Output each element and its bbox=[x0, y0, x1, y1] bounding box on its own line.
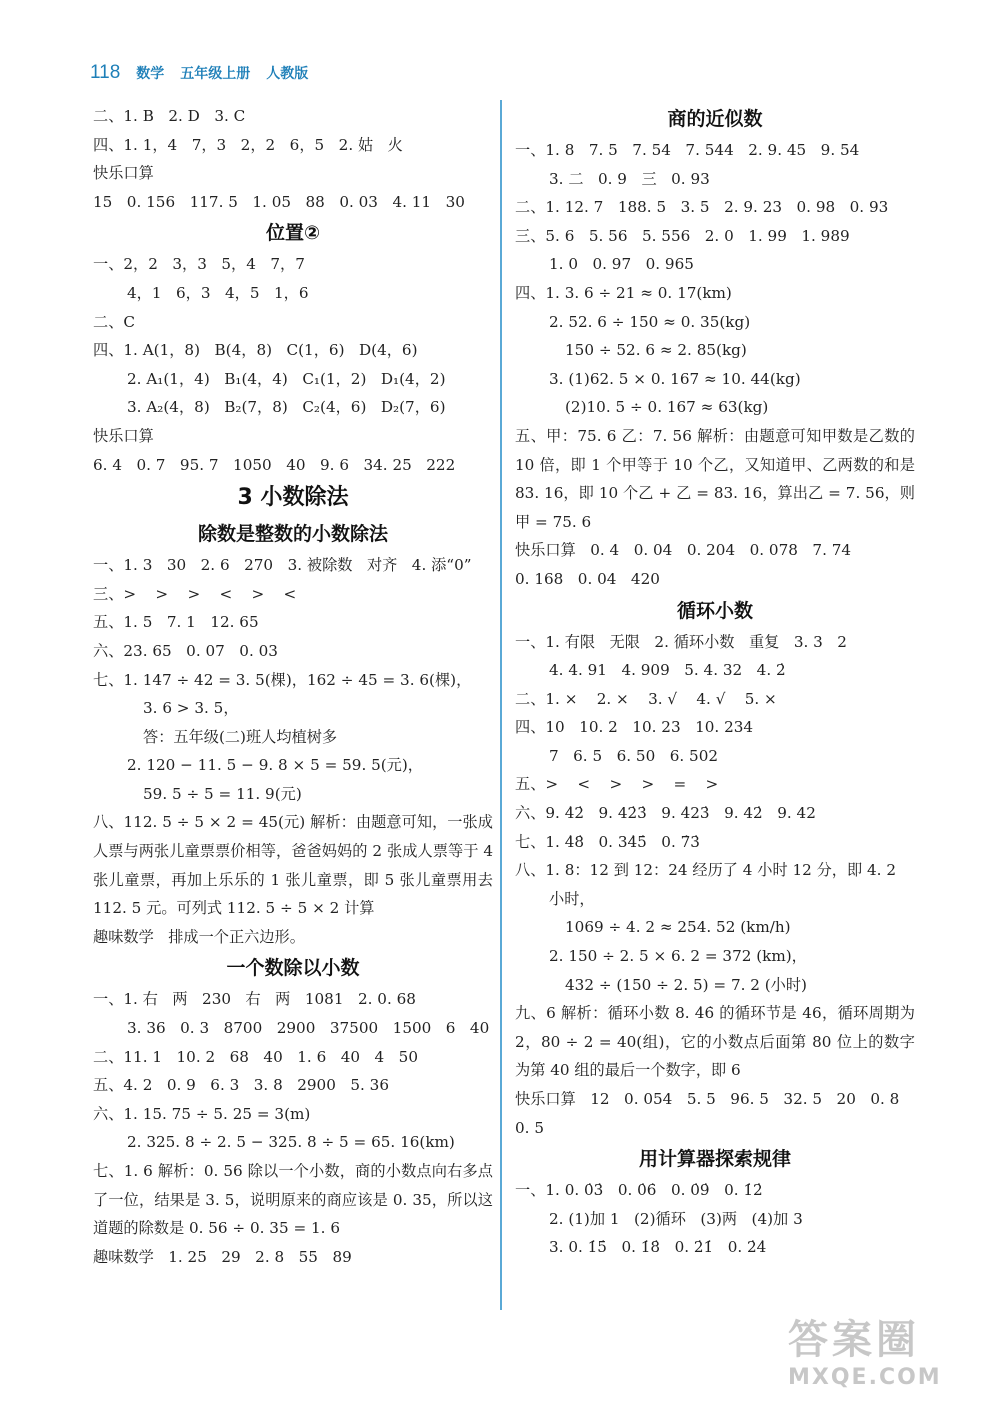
answer-line: 4. 4. 91 4. 909 5. 4. 32 4. 2̇ bbox=[549, 661, 786, 680]
answer-line: 2. 52. 6 ÷ 150 ≈ 0. 35(kg) bbox=[549, 312, 751, 331]
header-edition: 人教版 bbox=[266, 66, 309, 82]
answer-line: 2. 120 − 11. 5 − 9. 8 × 5 = 59. 5(元)， bbox=[127, 756, 423, 775]
answer-line: 四、1. A(1，8) B(4，8) C(1，6) D(4，6) bbox=[93, 341, 418, 360]
answer-line: 一、1. 右 两 230 右 两 1081 2. 0. 68 bbox=[93, 990, 416, 1009]
answer-line: 四、1. 1，4 7，3 2，2 6，5 2. 姑 火 bbox=[93, 135, 403, 154]
header-grade: 五年级上册 bbox=[180, 66, 251, 82]
answer-line: 二、11. 1 10. 2 68 40 1. 6 40 4 50 bbox=[93, 1047, 418, 1066]
answer-line: 二、C bbox=[93, 312, 135, 331]
watermark-top: 答案圈 bbox=[788, 1317, 920, 1363]
section-title: 循环小数 bbox=[676, 599, 753, 622]
answer-line: 四、1. 3. 6 ÷ 21 ≈ 0. 17(km) bbox=[515, 283, 732, 302]
section-title: 位置② bbox=[265, 222, 321, 245]
answer-line: 六、23. 65 0. 07 0. 03 bbox=[93, 641, 278, 660]
answer-line: 3. 0. 1̇5̇ 0. 1̇8̇ 0. 2̇1̇ 0. 2̇4̇ bbox=[549, 1238, 767, 1257]
answer-line: 三、5. 6 5. 56 5. 556 2. 0 1. 99 1. 989 bbox=[515, 226, 850, 245]
answer-line: 3. 二 0. 9 三 0. 93 bbox=[549, 169, 710, 188]
section-title: 除数是整数的小数除法 bbox=[197, 523, 388, 546]
answer-line: 答：五年级(二)班人均植树多 bbox=[143, 727, 338, 746]
answer-line: 四、10 10. 2 10. 23 10. 234 bbox=[515, 718, 754, 737]
answer-line: 3. (1)62. 5 × 0. 167 ≈ 10. 44(kg) bbox=[549, 369, 801, 388]
answer-line: 快乐口算 0. 4 0. 04 0. 204 0. 078 7. 74 bbox=[515, 541, 852, 560]
answer-paragraph: 七、1. 6 解析：0. 56 除以一个小数，商的小数点向右多点了一位，结果是 3. 5，说明原来的商应该是 0. 35，所以这道题的除数是 0. 56 ÷ 0. 35 = 1. 6 bbox=[93, 1162, 493, 1238]
answer-paragraph: 九、6 解析：循环小数 8. 4̇6̇ 的循环节是 46，循环周期为 2，80 ÷ 2 = 40(组)，它的小数点后面第 80 位上的数字为第 40 组的最后一个数字，即 6 bbox=[515, 1004, 915, 1080]
answer-line: 3. 6 > 3. 5， bbox=[143, 699, 239, 718]
answer-line: 快乐口算 12 0. 054 5. 5 96. 5 32. 5 20 0. 8 bbox=[515, 1090, 900, 1108]
answer-line: 3. 36 0. 3 8700 2900 37500 1500 6 40 bbox=[127, 1019, 490, 1038]
answer-line: 八、1. 8：12 到 12：24 经历了 4 小时 12 分，即 4. 2 bbox=[515, 861, 896, 880]
answer-line: 2. 325. 8 ÷ 2. 5 − 325. 8 ÷ 5 = 65. 16(km) bbox=[127, 1133, 455, 1152]
answer-line: 趣味数学 1. 25 29 2. 8 55 89 bbox=[93, 1247, 352, 1266]
answer-line: 0. 5 bbox=[515, 1118, 544, 1137]
answer-paragraph: 八、112. 5 ÷ 5 × 2 = 45(元) 解析：由题意可知，一张成人票与两张儿童票票价相等，爸爸妈妈的 2 张成人票等于 4 张儿童票，再加上乐乐的 1 张儿童票，即 5 张儿童票用去 112. 5 元。可列式 112. 5 ÷ 5 × 2 计算 bbox=[93, 813, 493, 918]
answer-line: 一、2，2 3，3 5，4 7，7 bbox=[93, 255, 305, 274]
answer-line: 快乐口算 bbox=[93, 426, 154, 445]
header-subject: 数学 bbox=[136, 66, 165, 82]
answer-line: 2. 150 ÷ 2. 5 × 6. 2 = 372 (km)， bbox=[549, 947, 807, 966]
section-title: 用计算器探索规律 bbox=[638, 1148, 791, 1171]
answer-line: 一、1. 3 30 2. 6 270 3. 被除数 对齐 4. 添“0” bbox=[93, 556, 472, 575]
answer-line: 六、1. 15. 75 ÷ 5. 25 = 3(m) bbox=[93, 1104, 311, 1123]
answer-line: (2)10. 5 ÷ 0. 167 ≈ 63(kg) bbox=[565, 398, 769, 417]
answer-line: 趣味数学 排成一个正六边形。 bbox=[93, 927, 305, 946]
answer-line: 6. 4 0. 7 95. 7 1050 40 9. 6 34. 25 222 bbox=[93, 455, 456, 474]
page-number: 118 bbox=[90, 62, 121, 83]
column-divider bbox=[500, 100, 502, 1310]
answer-line: 一、1. 有限 无限 2. 循环小数 重复 3. 3 2 bbox=[515, 632, 847, 651]
answer-line: 1069 ÷ 4. 2 ≈ 254. 52 (km/h) bbox=[565, 918, 791, 937]
watermark-bottom: MXQE.COM bbox=[788, 1365, 942, 1390]
section-title: 商的近似数 bbox=[667, 108, 763, 130]
answer-line: 五、> < > > = > bbox=[515, 775, 719, 794]
answer-line: 快乐口算 bbox=[93, 164, 154, 183]
answer-line: 一、1. 0. 0̇3̇ 0. 0̇6̇ 0. 0̇9̇ 0. 1̇2̇ bbox=[515, 1181, 763, 1200]
answer-line: 七、1. 147 ÷ 42 = 3. 5(棵)，162 ÷ 45 = 3. 6(棵)， bbox=[93, 670, 472, 689]
answer-line: 五、1. 5 7. 1 12. 65 bbox=[93, 613, 259, 632]
answer-line: 7 6. 5 6. 50 6. 502 bbox=[549, 746, 719, 765]
answer-line: 150 ÷ 52. 6 ≈ 2. 85(kg) bbox=[565, 341, 747, 360]
answer-line: 二、1. B 2. D 3. C bbox=[93, 107, 246, 125]
watermark-logo bbox=[788, 1308, 988, 1393]
answer-line: 1. 0 0. 97 0. 965 bbox=[549, 255, 694, 274]
answer-line: 小时， bbox=[549, 889, 595, 908]
left-column bbox=[93, 102, 493, 1271]
page-header bbox=[90, 62, 308, 92]
answer-line: 二、1. × 2. × 3. √ 4. √ 5. × bbox=[515, 689, 777, 708]
answer-line: 59. 5 ÷ 5 = 11. 9(元) bbox=[143, 784, 302, 803]
right-column bbox=[515, 102, 915, 1262]
chapter-title: 3 小数除法 bbox=[237, 485, 349, 511]
answer-line: 3. A₂(4，8) B₂(7，8) C₂(4，6) D₂(7，6) bbox=[127, 398, 446, 417]
answer-line: 一、1. 8 7. 5 7. 54 7. 544 2. 9. 45 9. 54 bbox=[515, 141, 860, 159]
answer-line: 4，1 6，3 4，5 1，6 bbox=[127, 283, 309, 302]
answer-line: 0. 168 0. 04 420 bbox=[515, 569, 660, 588]
answer-line: 2. (1)加 1 (2)循环 (3)两 (4)加 3 bbox=[549, 1209, 803, 1228]
answer-line: 六、9. 4̇2̇ 9. 42̇3̇ 9. 4̇23̇ 9. 42̇ 9. 42 bbox=[515, 804, 816, 823]
answer-line: 七、1. 4̇8̇ 0. 34̇5̇ 0. 7̇3̇ bbox=[515, 832, 700, 851]
answer-line: 三、> > > < > < bbox=[93, 584, 297, 603]
answer-line: 2. A₁(1，4) B₁(4，4) C₁(1，2) D₁(4，2) bbox=[127, 369, 446, 388]
answer-line: 432 ÷ (150 ÷ 2. 5) = 7. 2 (小时) bbox=[565, 975, 807, 994]
answer-line: 15 0. 156 117. 5 1. 05 88 0. 03 4. 11 30 bbox=[93, 192, 465, 211]
answer-line: 二、1. 12. 7 188. 5 3. 5 2. 9. 23 0. 98 0. 93 bbox=[515, 198, 889, 217]
section-title: 一个数除以小数 bbox=[226, 957, 360, 980]
answer-paragraph: 五、甲：75. 6 乙：7. 56 解析：由题意可知甲数是乙数的 10 倍，即 1 个甲等于 10 个乙，又知道甲、乙两数的和是 83. 16，即 10 个乙 + 乙 = 83. 16，算出乙 = 7. 56，则甲 = 75. 6 bbox=[515, 426, 915, 531]
answer-line: 五、4. 2 0. 9 6. 3 3. 8 2900 5. 36 bbox=[93, 1076, 390, 1095]
